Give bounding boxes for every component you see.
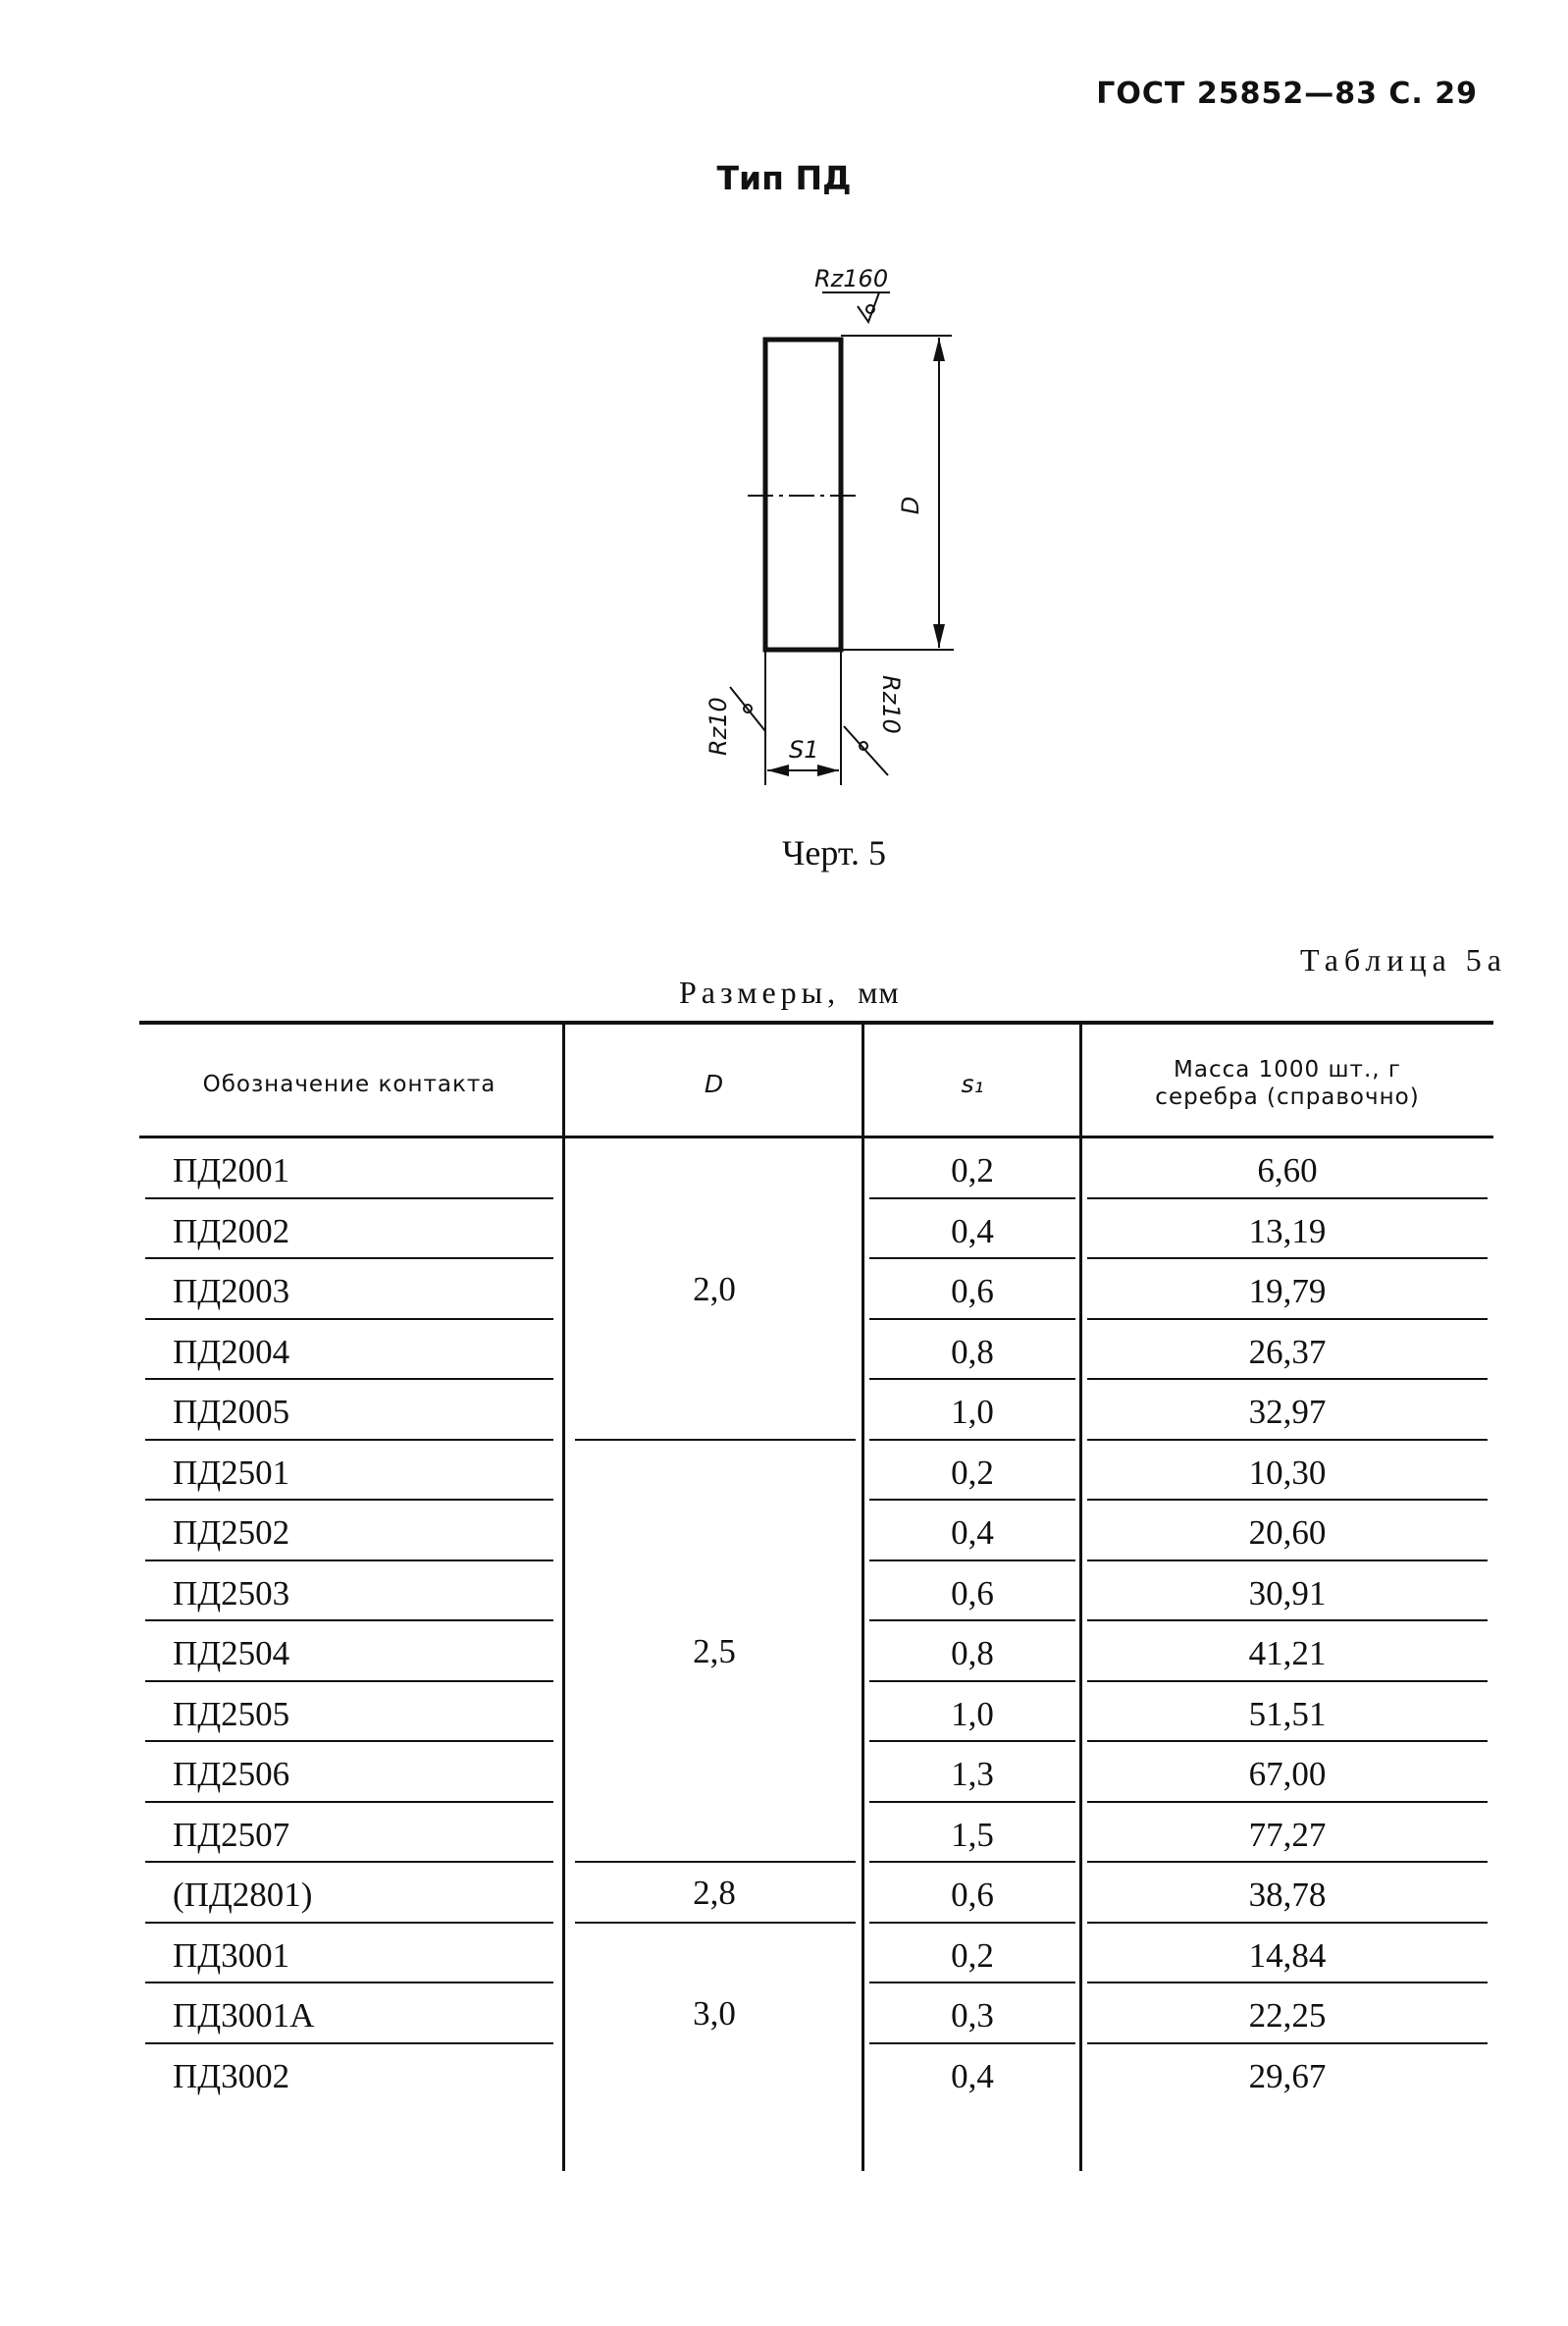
mass-cell: 13,19: [1248, 1211, 1327, 1250]
mass-cell: 51,51: [1248, 1694, 1327, 1733]
d-group-cell: 2,5: [693, 1631, 736, 1670]
mass-cell: 30,91: [1248, 1573, 1327, 1612]
mass-cell: 22,25: [1248, 1996, 1327, 2035]
s1-cell: 0,2: [951, 1935, 994, 1975]
rz10-right-label: Rz10: [877, 675, 905, 734]
row-rule: [869, 1922, 1075, 1924]
designation-cell: ПД3001: [173, 1935, 290, 1975]
header-bottom-rule: [139, 1136, 1493, 1138]
designation-cell: ПД2001: [173, 1151, 290, 1189]
row-rule: [869, 1982, 1075, 1983]
d-group-cell: 2,0: [693, 1269, 736, 1308]
row-rule: [1087, 1499, 1488, 1501]
row-rule: [869, 1801, 1075, 1803]
row-rule: [869, 1197, 1075, 1199]
mass-cell: 38,78: [1248, 1876, 1327, 1914]
s1-cell: 0,8: [951, 1634, 994, 1672]
row-rule: [1087, 1680, 1488, 1682]
row-rule: [869, 2042, 1075, 2044]
s1-cell: 0,4: [951, 2056, 994, 2095]
row-rule: [145, 1922, 553, 1924]
d-group-cell: 3,0: [693, 1993, 736, 2033]
s1-cell: 0,6: [951, 1876, 994, 1914]
row-rule: [1087, 1922, 1488, 1924]
row-rule: [1087, 1619, 1488, 1621]
row-rule: [869, 1439, 1075, 1441]
mass-cell: 29,67: [1248, 2056, 1327, 2095]
mass-cell: 14,84: [1248, 1935, 1327, 1975]
row-rule: [869, 1499, 1075, 1501]
row-rule: [145, 1982, 553, 1983]
row-rule: [145, 1197, 553, 1199]
s1-cell: 0,4: [951, 1513, 994, 1552]
d-group-rule: [575, 1922, 856, 1924]
s1-cell: 0,3: [951, 1996, 994, 2035]
mass-cell: 19,79: [1248, 1272, 1327, 1310]
d-group-cell: 2,8: [693, 1873, 736, 1912]
header-d: D: [704, 1070, 724, 1098]
row-rule: [1087, 1197, 1488, 1199]
row-rule: [145, 1619, 553, 1621]
s1-cell: 0,8: [951, 1332, 994, 1371]
s1-cell: 1,0: [951, 1393, 994, 1431]
designation-cell: ПД2502: [173, 1513, 290, 1552]
page-header: ГОСТ 25852—83 С. 29: [1096, 77, 1478, 111]
col-rule-1: [562, 1023, 565, 2171]
row-rule: [869, 1318, 1075, 1320]
designation-cell: ПД2501: [173, 1453, 290, 1492]
designation-cell: ПД2004: [173, 1332, 290, 1371]
designation-cell: ПД2503: [173, 1573, 290, 1612]
dim-s1-label: S1: [789, 736, 819, 764]
s1-cell: 0,6: [951, 1573, 994, 1612]
technical-drawing: [667, 265, 1001, 815]
s1-cell: 1,5: [951, 1815, 994, 1854]
row-rule: [145, 1861, 553, 1863]
row-rule: [1087, 1740, 1488, 1742]
type-title: Тип ПД: [716, 159, 852, 197]
row-rule: [145, 1439, 553, 1441]
row-rule: [869, 1257, 1075, 1259]
table-subtitle: [679, 975, 900, 1011]
designation-cell: ПД3001А: [173, 1996, 315, 2035]
header-mass-line1: Масса 1000 шт., г: [1174, 1057, 1401, 1083]
figure-caption: Черт. 5: [782, 833, 886, 872]
s1-cell: 0,4: [951, 1211, 994, 1250]
row-rule: [145, 1378, 553, 1380]
mass-cell: 77,27: [1248, 1815, 1327, 1854]
row-rule: [1087, 2042, 1488, 2044]
mass-cell: 20,60: [1248, 1513, 1327, 1552]
row-rule: [869, 1378, 1075, 1380]
s1-cell: 1,0: [951, 1694, 994, 1733]
designation-cell: ПД2506: [173, 1755, 290, 1793]
row-rule: [145, 1740, 553, 1742]
s1-cell: 0,2: [951, 1453, 994, 1492]
row-rule: [1087, 1801, 1488, 1803]
row-rule: [145, 1257, 553, 1259]
row-rule: [869, 1559, 1075, 1561]
designation-cell: ПД2002: [173, 1211, 290, 1250]
row-rule: [145, 1559, 553, 1561]
row-rule: [145, 1801, 553, 1803]
row-rule: [145, 1680, 553, 1682]
designation-cell: ПД3002: [173, 2056, 290, 2095]
row-rule: [1087, 1318, 1488, 1320]
row-rule: [145, 2042, 553, 2044]
row-rule: [869, 1740, 1075, 1742]
table-subtitle-text: Размеры,: [679, 975, 841, 1010]
row-rule: [1087, 1559, 1488, 1561]
row-rule: [145, 1499, 553, 1501]
dim-d-label: D: [897, 496, 924, 515]
header-mass-line2: серебра (справочно): [1155, 1084, 1420, 1110]
designation-cell: ПД2507: [173, 1815, 290, 1854]
row-rule: [869, 1619, 1075, 1621]
mass-cell: 32,97: [1248, 1393, 1327, 1431]
s1-cell: 0,6: [951, 1272, 994, 1310]
mass-cell: 26,37: [1248, 1332, 1327, 1371]
rz10-left-leader: [730, 687, 765, 731]
row-rule: [869, 1680, 1075, 1682]
d-group-rule: [575, 1861, 856, 1863]
designation-cell: ПД2505: [173, 1694, 290, 1733]
row-rule: [1087, 1439, 1488, 1441]
row-rule: [145, 1318, 553, 1320]
table-top-rule: [139, 1021, 1493, 1025]
mass-cell: 10,30: [1248, 1453, 1327, 1492]
designation-cell: ПД2003: [173, 1272, 290, 1310]
d-group-rule: [575, 1439, 856, 1441]
mass-cell: 41,21: [1248, 1634, 1327, 1672]
row-rule: [1087, 1861, 1488, 1863]
s1-cell: 0,2: [951, 1151, 994, 1189]
mass-cell: 67,00: [1248, 1755, 1327, 1793]
row-rule: [1087, 1257, 1488, 1259]
row-rule: [1087, 1378, 1488, 1380]
mass-cell: 6,60: [1257, 1151, 1318, 1189]
s1-cell: 1,3: [951, 1755, 994, 1793]
row-rule: [869, 1861, 1075, 1863]
row-rule: [1087, 1982, 1488, 1983]
table-unit: мм: [858, 975, 900, 1010]
header-s1: s₁: [961, 1070, 984, 1098]
table-number: Таблица 5а: [1299, 942, 1507, 978]
designation-cell: (ПД2801): [173, 1876, 313, 1914]
designation-cell: ПД2504: [173, 1634, 290, 1672]
header-mass: [1081, 1056, 1493, 1111]
designation-cell: ПД2005: [173, 1393, 290, 1431]
rz10-left-label: Rz10: [705, 697, 732, 756]
header-designation: Обозначение контакта: [202, 1072, 497, 1097]
rz160-label: Rz160: [814, 265, 889, 292]
